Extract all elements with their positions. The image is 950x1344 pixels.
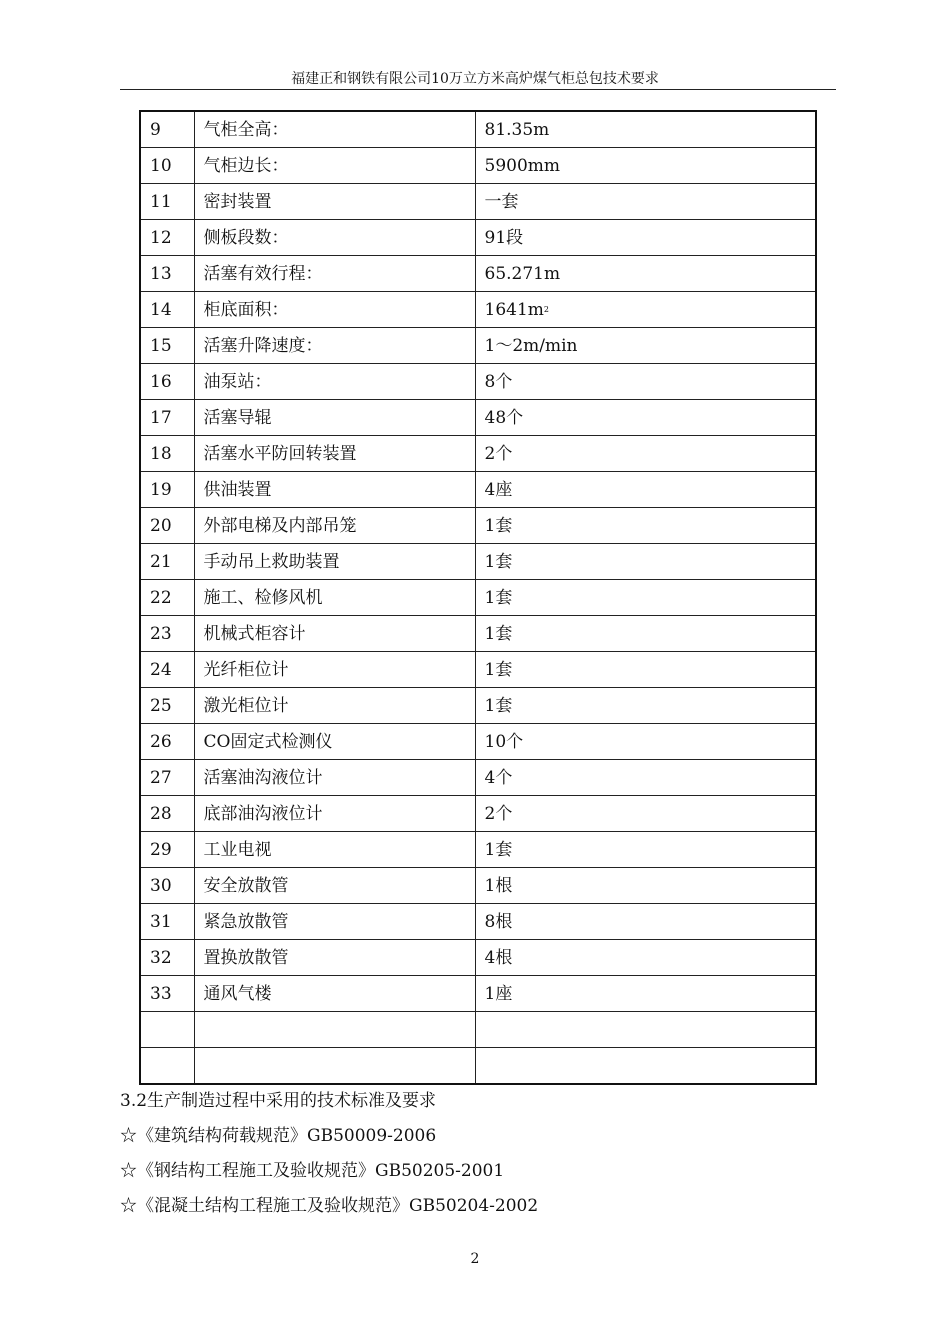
item-name-cell: 侧板段数： (194, 220, 475, 256)
table-row (140, 796, 816, 832)
standard-item: ☆《钢结构工程施工及验收规范》GB50205-2001 (120, 1161, 505, 1181)
row-number-cell: 19 (140, 472, 194, 508)
row-number-cell: 16 (140, 364, 194, 400)
item-value-cell: 65.271m (475, 256, 816, 292)
table-row (140, 256, 816, 292)
unit-superscript: 2 (543, 304, 549, 314)
item-name-cell: 激光柜位计 (194, 688, 475, 724)
item-value-cell: 1套 (475, 508, 816, 544)
item-name-cell: 柜底面积： (194, 292, 475, 328)
item-value-cell: 4座 (475, 472, 816, 508)
item-name-cell: 底部油沟液位计 (194, 796, 475, 832)
table-row (140, 400, 816, 436)
table-row (140, 111, 816, 148)
standard-item: ☆《混凝土结构工程施工及验收规范》GB50204-2002 (120, 1196, 539, 1216)
item-value-cell: 1套 (475, 652, 816, 688)
table-row (140, 760, 816, 796)
row-number-cell: 14 (140, 292, 194, 328)
item-name-cell: 施工、检修风机 (194, 580, 475, 616)
item-value-cell: 4根 (475, 940, 816, 976)
table-row (140, 472, 816, 508)
row-number-cell: 21 (140, 544, 194, 580)
item-name-cell: 置换放散管 (194, 940, 475, 976)
page-number: 2 (470, 1251, 480, 1267)
page-header-title: 福建正和钢铁有限公司10万立方米高炉煤气柜总包技术要求 (291, 71, 659, 87)
item-value-cell: 1～2m/min (475, 328, 816, 364)
item-value-cell: 91段 (475, 220, 816, 256)
table-row (140, 436, 816, 472)
table-row (140, 580, 816, 616)
spec-table (139, 110, 817, 1085)
table-row (140, 292, 816, 328)
table-row (140, 220, 816, 256)
item-name-cell: 供油装置 (194, 472, 475, 508)
item-value-cell: 5900mm (475, 148, 816, 184)
table-row (140, 148, 816, 184)
item-value-cell (475, 292, 816, 328)
row-number-cell: 33 (140, 976, 194, 1012)
item-value-cell: 8个 (475, 364, 816, 400)
row-number-cell (140, 1048, 194, 1085)
item-value-text: 1641m (484, 299, 544, 320)
item-value-cell (475, 1012, 816, 1048)
table-row (140, 940, 816, 976)
row-number-cell: 29 (140, 832, 194, 868)
item-value-cell: 1套 (475, 616, 816, 652)
table-row (140, 544, 816, 580)
table-row (140, 508, 816, 544)
table-row (140, 976, 816, 1012)
item-name-cell: 工业电视 (194, 832, 475, 868)
row-number-cell: 24 (140, 652, 194, 688)
item-name-cell: 活塞有效行程： (194, 256, 475, 292)
item-value-cell: 8根 (475, 904, 816, 940)
row-number-cell: 32 (140, 940, 194, 976)
row-number-cell: 25 (140, 688, 194, 724)
item-value-cell: 4个 (475, 760, 816, 796)
row-number-cell: 20 (140, 508, 194, 544)
row-number-cell: 31 (140, 904, 194, 940)
item-name-cell: 安全放散管 (194, 868, 475, 904)
table-row (140, 616, 816, 652)
row-number-cell: 12 (140, 220, 194, 256)
item-name-cell: 通风气楼 (194, 976, 475, 1012)
item-value-cell: 1套 (475, 832, 816, 868)
section-heading: 3.2生产制造过程中采用的技术标准及要求 (120, 1091, 437, 1111)
table-row (140, 1012, 816, 1048)
item-value-cell: 1套 (475, 544, 816, 580)
item-name-cell: 机械式柜容计 (194, 616, 475, 652)
row-number-cell: 9 (140, 111, 194, 148)
spec-table-body (140, 111, 816, 1084)
item-value-cell: 2个 (475, 436, 816, 472)
item-value-cell: 81.35m (475, 111, 816, 148)
item-name-cell: 气柜全高： (194, 111, 475, 148)
item-name-cell: 活塞油沟液位计 (194, 760, 475, 796)
item-name-cell: 活塞升降速度： (194, 328, 475, 364)
item-value-cell (475, 1048, 816, 1085)
item-name-cell: 紧急放散管 (194, 904, 475, 940)
row-number-cell: 27 (140, 760, 194, 796)
row-number-cell: 28 (140, 796, 194, 832)
item-value-cell: 2个 (475, 796, 816, 832)
item-name-cell: CO固定式检测仪 (194, 724, 475, 760)
item-name-cell: 气柜边长： (194, 148, 475, 184)
row-number-cell: 30 (140, 868, 194, 904)
item-name-cell: 活塞水平防回转装置 (194, 436, 475, 472)
row-number-cell: 11 (140, 184, 194, 220)
item-name-cell (194, 1048, 475, 1085)
table-row (140, 688, 816, 724)
standard-item: ☆《建筑结构荷载规范》GB50009-2006 (120, 1126, 437, 1146)
row-number-cell: 10 (140, 148, 194, 184)
item-value-cell: 10个 (475, 724, 816, 760)
item-value-cell: 1座 (475, 976, 816, 1012)
table-row (140, 832, 816, 868)
row-number-cell: 13 (140, 256, 194, 292)
item-name-cell: 活塞导辊 (194, 400, 475, 436)
item-name-cell: 外部电梯及内部吊笼 (194, 508, 475, 544)
item-value-cell: 1套 (475, 580, 816, 616)
row-number-cell: 22 (140, 580, 194, 616)
item-value-cell: 1根 (475, 868, 816, 904)
item-value-cell: 一套 (475, 184, 816, 220)
table-row (140, 364, 816, 400)
table-row (140, 328, 816, 364)
item-value-cell: 1套 (475, 688, 816, 724)
row-number-cell (140, 1012, 194, 1048)
table-row (140, 868, 816, 904)
item-name-cell: 光纤柜位计 (194, 652, 475, 688)
row-number-cell: 23 (140, 616, 194, 652)
header-rule (120, 89, 836, 90)
row-number-cell: 15 (140, 328, 194, 364)
item-value-cell: 48个 (475, 400, 816, 436)
table-row (140, 904, 816, 940)
item-name-cell: 密封装置 (194, 184, 475, 220)
table-row (140, 184, 816, 220)
item-name-cell: 油泵站： (194, 364, 475, 400)
table-row (140, 724, 816, 760)
table-row (140, 652, 816, 688)
item-name-cell: 手动吊上救助装置 (194, 544, 475, 580)
row-number-cell: 18 (140, 436, 194, 472)
row-number-cell: 26 (140, 724, 194, 760)
item-name-cell (194, 1012, 475, 1048)
row-number-cell: 17 (140, 400, 194, 436)
table-row (140, 1048, 816, 1085)
